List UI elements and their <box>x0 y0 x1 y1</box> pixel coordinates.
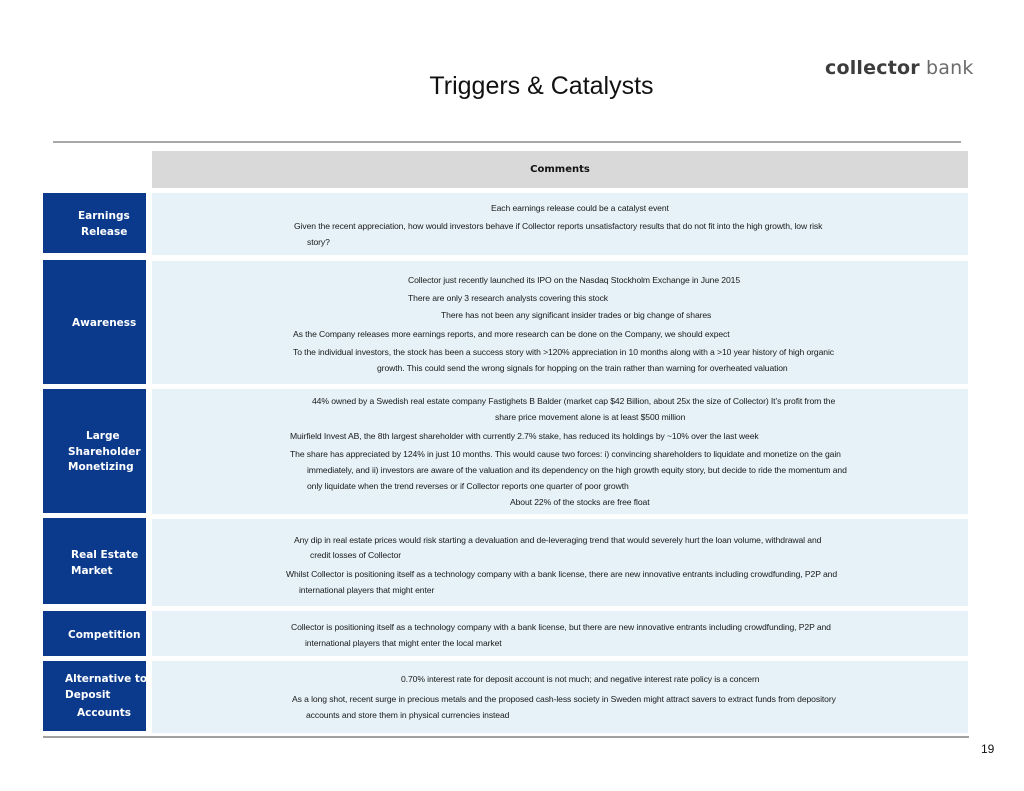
comment-line: Muirfield Invest AB, the 8th largest shareholder with currently 2.7% stake, has reduced its holdings by ~10% over the last week <box>290 431 759 441</box>
row-label-real-estate <box>43 518 146 604</box>
page-number: 19 <box>981 742 995 756</box>
comment-line: accounts and store them in physical currencies instead <box>306 710 510 720</box>
row-label-line: Accounts <box>77 707 132 719</box>
row-body-real-estate <box>152 519 968 606</box>
row-body-large-shareholder <box>152 389 968 514</box>
comments-header <box>152 151 968 188</box>
comment-line: 0.70% interest rate for deposit account is not much; and negative interest rate policy is a concern <box>401 674 760 684</box>
comment-line: 44% owned by a Swedish real estate company Fastighets B Balder (market cap $42 Billion, about 25x the size of Collector) It’s profit from the <box>312 396 836 406</box>
row-label-line: Monetizing <box>68 461 134 473</box>
comment-line: As a long shot, recent surge in precious metals and the proposed cash-less society in Sweden might attract savers to extract funds from depository <box>292 694 836 704</box>
row-label-line: Awareness <box>72 317 137 329</box>
row-label-line: Earnings <box>78 210 130 222</box>
row-label-line: Real Estate <box>71 549 139 561</box>
comment-line: share price movement alone is at least $500 million <box>495 412 686 422</box>
comment-line: Whilst Collector is positioning itself as a technology company with a bank license, there are new innovative entrants including crowdfunding, P2P and <box>286 569 838 579</box>
row-body-alternative-deposit <box>152 661 968 733</box>
comment-line: Collector is positioning itself as a technology company with a bank license, but there are new innovative entrants including crowdfunding, P2P and <box>291 622 831 632</box>
row-label-line: Competition <box>68 629 141 641</box>
collector-bank-logo <box>825 57 974 79</box>
row-body-awareness <box>152 261 968 384</box>
bottom-divider <box>43 736 969 738</box>
comment-line: The share has appreciated by 124% in just 10 months. This would cause two forces: i) convincing shareholders to liquidate and monetize on the gain <box>290 449 841 459</box>
comment-line: Any dip in real estate prices would risk starting a devaluation and de-leveraging trend that would severely hurt the loan volume, withdrawal and <box>294 535 822 545</box>
comments-header-label: Comments <box>530 164 590 175</box>
comment-line: To the individual investors, the stock has been a success story with >120% appreciation in 10 months along with a >10 year history of high organic <box>293 347 834 357</box>
comment-line: immediately, and ii) investors are aware of the valuation and its dependency on the high growth equity story, but decide to ride the momentum and <box>307 465 847 475</box>
row-label-competition <box>43 611 146 656</box>
comment-line: only liquidate when the trend reverses or if Collector reports one quarter of poor growth <box>307 481 629 491</box>
comment-line: story? <box>307 237 330 247</box>
row-label-line: Market <box>71 565 113 577</box>
row-body-competition <box>152 611 968 656</box>
comment-line: Each earnings release could be a catalyst event <box>491 203 669 213</box>
comment-line: There are only 3 research analysts covering this stock <box>408 293 608 303</box>
row-body-earnings-release <box>152 193 968 255</box>
row-label-line: Alternative to <box>65 673 148 685</box>
row-label-line: Deposit <box>65 689 111 701</box>
comment-line: Given the recent appreciation, how would investors behave if Collector reports unsatisfactory results that do not fit into the high growth, low risk <box>294 221 823 231</box>
logo-word-collector: collector <box>825 57 920 79</box>
logo-word-bank: bank <box>926 57 974 79</box>
row-label-large-shareholder <box>43 389 146 513</box>
comment-line: international players that might enter <box>299 585 435 595</box>
page-title: Triggers & Catalysts <box>429 72 654 100</box>
comment-line: international players that might enter the local market <box>305 638 502 648</box>
row-label-alternative-deposit <box>43 661 146 731</box>
row-label-line: Shareholder <box>68 446 141 458</box>
comment-line: credit losses of Collector <box>310 550 402 560</box>
comment-line: As the Company releases more earnings reports, and more research can be done on the Company, we should expect <box>293 329 730 339</box>
row-label-awareness <box>43 260 146 384</box>
comment-line: About 22% of the stocks are free float <box>510 497 650 507</box>
row-label-line: Large <box>86 430 120 442</box>
row-label-earnings-release <box>43 193 146 253</box>
comment-line: There has not been any significant insider trades or big change of shares <box>441 310 712 320</box>
row-label-line: Release <box>81 226 128 238</box>
comment-line: Collector just recently launched its IPO on the Nasdaq Stockholm Exchange in June 2015 <box>408 275 741 285</box>
top-divider <box>53 141 961 143</box>
comment-line: growth. This could send the wrong signals for hopping on the train rather than warning for overheated valuation <box>377 363 788 373</box>
